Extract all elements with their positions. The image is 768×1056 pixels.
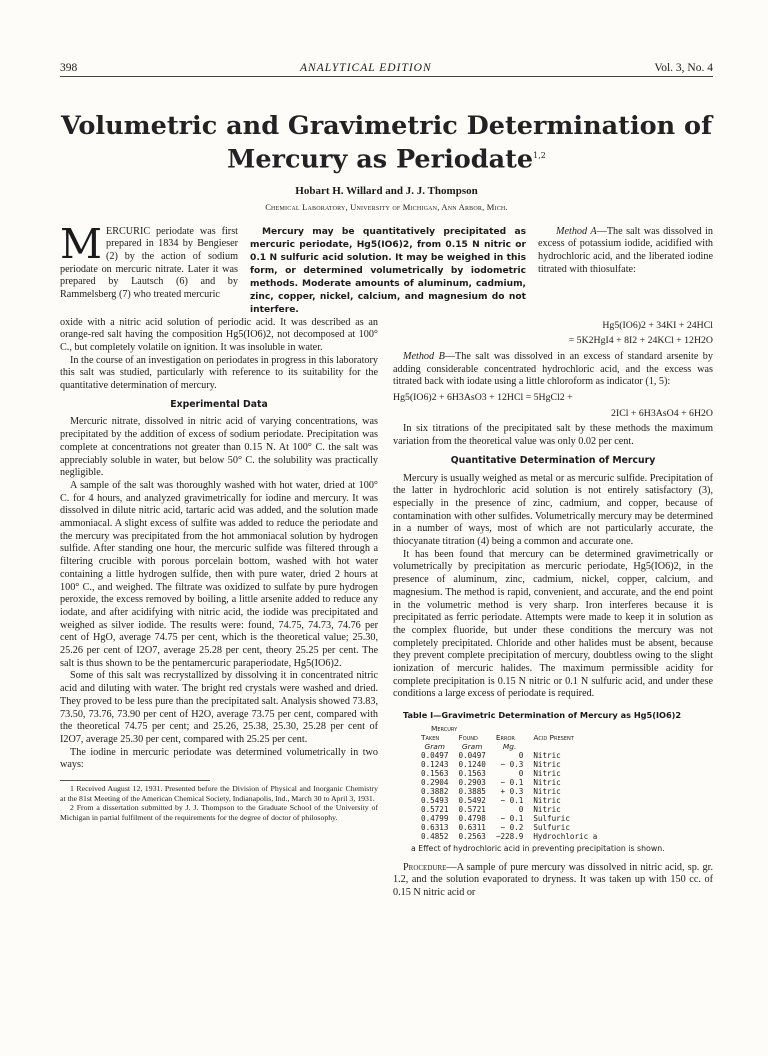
- table-header-row: [421, 733, 607, 742]
- method-a: [538, 226, 713, 317]
- equation-a-line-2: = 5K2HgI4 + 8I2 + 24KCl + 12H2O: [568, 335, 713, 347]
- table-cell: −228.9: [495, 831, 524, 841]
- journal-name: ANALYTICAL EDITION: [300, 62, 432, 74]
- six-titrations: In six titrations of the precipitated salt by these methods the maximum variation from the theoretical value was only 0.02 per cent.: [393, 423, 713, 448]
- table-cell: − 0.1: [500, 795, 524, 805]
- method-b-text: —The salt was dissolved in an excess of standard arsenite by adding considerable concentrated hydrochloric acid, and the excess was titrated back with iodate using a little chloroform as indicator (1, 5):: [393, 350, 713, 388]
- header-taken: Taken: [421, 732, 440, 742]
- method-a-label: Method A: [556, 225, 597, 237]
- table-cell: − 0.2: [500, 822, 524, 832]
- table-cell: 0.1240: [458, 759, 486, 769]
- intro-column: [60, 219, 238, 317]
- abstract: Mercury may be quantitatively precipitated as mercuric periodate, Hg5(IO6)2, from 0.15 N nitric or 0.1 N sulfuric acid solution. It may be weighed in this form, or determined volumetrically by iodometric methods. Moderate amounts of aluminum, cadmium, zinc, copper, nickel, calcium, and magnesium do not interfere.: [250, 226, 526, 315]
- table-row: [421, 769, 607, 778]
- header-acid: Acid Present: [533, 732, 574, 742]
- method-a-text: —The salt was dissolved in excess of potassium iodide, acidified with hydrochloric acid, and the liberated iodine titrated with thiosulfate:: [538, 225, 713, 275]
- footnotes: [60, 780, 378, 822]
- quant-paragraph-1: Mercury is usually weighed as metal or as mercuric sulfide. Precipitation of the latter in hydrochloric acid solution is not entirely satisfactory (3), especially in the presence of zinc, cadmium, and copper, because of contamination with other sulfides. Volumetrically mercury may be determined in a number of ways, most of which are not particularly accurate, the thiocyanate titration (4) being a common and accurate one.: [393, 472, 713, 548]
- table-cell: 0.6313: [421, 822, 449, 832]
- table-cell: Nitric: [533, 750, 561, 760]
- unit-found: Gram: [461, 741, 483, 751]
- unit-acid: [533, 742, 607, 751]
- table-cell: Sulfuric: [533, 813, 570, 823]
- body-columns: [60, 317, 713, 900]
- section-heading-quantitative: Quantitative Determination of Mercury: [450, 454, 656, 466]
- top-section: [60, 219, 713, 317]
- table-row: [421, 787, 607, 796]
- table-cell: 0: [518, 804, 524, 814]
- left-column: [60, 317, 378, 900]
- table-cell: 0.1563: [421, 768, 449, 778]
- procedure-label: Procedure: [403, 861, 447, 873]
- table-cell: Nitric: [533, 777, 561, 787]
- title-footnote-marks: 1,2: [533, 151, 546, 160]
- page-number: 398: [60, 62, 78, 74]
- header-found: Found: [458, 732, 478, 742]
- table-cell: Nitric: [533, 786, 561, 796]
- authors: Hobart H. Willard and J. J. Thompson: [295, 184, 478, 197]
- procedure-text: —A sample of pure mercury was dissolved in nitric acid, sp. gr. 1.2, and the solution evaporated to dryness. It was taken up with 150 cc. of 0.15 N nitric acid or: [393, 861, 713, 898]
- title-line-2: Mercury as Periodate: [227, 144, 534, 175]
- exp-paragraph-2: A sample of the salt was thoroughly washed with hot water, dried at 100° C. for 4 hours, and analyzed gravimetrically for iodine and mercury. It was dissolved in dilute nitric acid, tartaric acid was added, and the solution made ammoniacal. A slight excess of sulfite was added to reduce the periodate and the mercury was precipitated from the hot ammoniacal solution by hydrogen sulfide. After standing one hour, the mercuric sulfide was filtered through a filtering crucible with porous porcelain bottom, washed with hot water containing a little hydrogen sulfide, then with pure water, dried 2 hours at 100° C., and weighed. The filtrate was oxidized to sulfate by pure hydrogen peroxide, the excess removed by boiling, a little arsenite added to reduce any iodate, and after acidifying with nitric acid, the iodide was precipitated and weighed as silver iodide. The results were: found, 74.75, 74.73, 74.76 per cent of HgO, average 74.75 per cent, which is the theoretical value; 25.30, 25.26 per cent of I2O7, average 25.28 per cent, theory 25.25 per cent. The salt is thus shown to be the pentamercuric paraperiodate, Hg5(IO6)2.: [60, 479, 378, 669]
- right-column: [393, 317, 713, 900]
- table-cell: 0.5493: [421, 795, 449, 805]
- table-cell: 0.0497: [458, 750, 486, 760]
- table-cell: 0.1243: [421, 759, 449, 769]
- drop-cap: M: [60, 219, 102, 268]
- table-cell: − 0.3: [500, 759, 524, 769]
- table-cell: 0.5721: [458, 804, 486, 814]
- table-row: [421, 751, 607, 760]
- affiliation: Chemical Laboratory, University of Michigan, Ann Arbor, Mich.: [265, 201, 508, 212]
- table-cell: 0.5721: [421, 804, 449, 814]
- title-line-1: Volumetric and Gravimetric Determination of: [60, 111, 713, 141]
- footnote-2: 2 From a dissertation submitted by J. J. Thompson to the Graduate School of the University of Michigan in partial fulfilment of the requirements for the degree of doctor of philosophy.: [60, 803, 378, 822]
- intro-text: ERCURIC periodate was first prepared in 1834 by Bengieser (2) by the action of sodium periodate on mercuric nitrate. Later it was prepared by Lautsch (6) and by Rammelsberg (7) who treated mercuric: [60, 225, 238, 301]
- table-row: [421, 778, 607, 787]
- method-b-label: Method B: [403, 350, 445, 362]
- table-cell: Nitric: [533, 768, 561, 778]
- table-cell: 0: [518, 768, 524, 778]
- quant-paragraph-2: It has been found that mercury can be determined gravimetrically or volumetrically by precipitation as mercuric periodate, Hg5(IO6)2, in the presence of aluminum, zinc, cadmium, nickel, copper, calcium, and magnesium. The method is rapid, convenient, and accurate, and the end point in the volumetric method is very sharp. Iron interferes because it is precipitated as ferric periodate. Attempts were made to keep it in solution as the complex fluoride, but under these conditions the mercury was not completely precipitated. Chloride and other halides must be absent, because they prevent complete precipitation of mercury, doubtless owing to the slight ionization of mercuric halides. The maximum permissible acidity for complete precipitation is 0.15 N nitric or 0.1 N sulfuric acid, and under these conditions a large excess of periodate is required.: [393, 548, 713, 700]
- intro-paragraph-2: In the course of an investigation on periodates in progress in this laboratory this salt was studied, particularly with reference to its suitability for the quantitative determination of mercury.: [60, 354, 378, 392]
- table-cell: 0.4798: [458, 813, 486, 823]
- table-row: [421, 805, 607, 814]
- table-cell: 0.2563: [458, 831, 486, 841]
- table-cell: Nitric: [533, 759, 561, 769]
- table-cell: 0.1563: [458, 768, 486, 778]
- table-cell: 0: [518, 750, 524, 760]
- section-heading-experimental: Experimental Data: [170, 398, 268, 410]
- table-group-row: [421, 724, 607, 733]
- table-cell: 0.2904: [421, 777, 449, 787]
- table-cell: 0.4799: [421, 813, 449, 823]
- exp-paragraph-4: The iodine in mercuric periodate was determined volumetrically in two ways:: [60, 746, 378, 771]
- footnote-1: 1 Received August 12, 1931. Presented before the Division of Physical and Inorganic Chemistry at the 81st Meeting of the American Chemical Society, Indianapolis, Ind., March 30 to April 3, 1931.: [60, 784, 378, 803]
- intro-continued: oxide with a nitric acid solution of periodic acid. It was described as an orange-red salt having the composition Hg5(IO6)2, not decomposed at 100° C., but completely volatile on ignition. It was insoluble in water.: [60, 316, 378, 353]
- table-cell: 0.6311: [458, 822, 486, 832]
- table-cell: 0.2903: [458, 777, 486, 787]
- table-cell: 0.3882: [421, 786, 449, 796]
- equation-a-line-1: Hg5(IO6)2 + 34KI + 24HCl: [602, 319, 713, 331]
- running-header: [60, 62, 713, 77]
- unit-error: Mg.: [502, 741, 517, 751]
- paper-page: [60, 62, 713, 900]
- table-cell: + 0.3: [500, 786, 524, 796]
- table-cell: Nitric: [533, 795, 561, 805]
- article-title: [60, 111, 713, 175]
- exp-paragraph-3: Some of this salt was recrystallized by dissolving it in concentrated nitric acid and diluting with water. The bright red crystals were washed and dried. They proved to be less pure than the precipitated salt. Analysis showed 73.83, 73.50, 73.76, 73.90 per cent of H2O, average 73.75 per cent, compared with the theoretical 74.75 per cent; and 25.26, 25.38, 25.30, 25.28 per cent of I2O7, average 25.30 per cent, compared with 25.25 per cent.: [60, 670, 378, 745]
- procedure: [393, 862, 713, 900]
- table-cell: − 0.1: [500, 777, 524, 787]
- table-note: a Effect of hydrochloric acid in preventing precipitation is shown.: [411, 843, 665, 853]
- table-row: [421, 814, 607, 823]
- table-cell: Nitric: [533, 804, 561, 814]
- volume-info: Vol. 3, No. 4: [654, 62, 713, 74]
- table-row: [421, 796, 607, 805]
- table-cell: 0.0497: [421, 750, 449, 760]
- table-cell: Hydrochloric a: [533, 831, 598, 841]
- table-body: [421, 751, 607, 841]
- table-row: [421, 832, 607, 841]
- method-b: [393, 351, 713, 389]
- table-units-row: [421, 742, 607, 751]
- table-row: [421, 823, 607, 832]
- table-cell: − 0.1: [500, 813, 524, 823]
- equation-b-line-1: Hg5(IO6)2 + 6H3AsO3 + 12HCl = 5HgCl2 +: [393, 392, 573, 404]
- table-row: [421, 760, 607, 769]
- table-cell: 0.3885: [458, 786, 486, 796]
- table-caption: Table I—Gravimetric Determination of Mercury as Hg5(IO6)2: [403, 710, 682, 721]
- table-cell: 0.5492: [458, 795, 486, 805]
- unit-taken: Gram: [424, 741, 445, 751]
- header-error: Error: [495, 732, 515, 742]
- table-cell: 0.4852: [421, 831, 449, 841]
- results-table: [421, 724, 607, 841]
- exp-paragraph-1: Mercuric nitrate, dissolved in nitric acid of varying concentrations, was precipitated by the addition of excess of sodium periodate. Precipitation was complete at concentrations not greater than 0.15 N. At 100° C. the salt was appreciably soluble in water, but below 50° C. the solubility was practically negligible.: [60, 416, 378, 479]
- table-cell: Sulfuric: [533, 822, 570, 832]
- equation-b-line-2: 2ICl + 6H3AsO4 + 6H2O: [611, 407, 713, 419]
- table-group-header: Mercury: [431, 723, 458, 733]
